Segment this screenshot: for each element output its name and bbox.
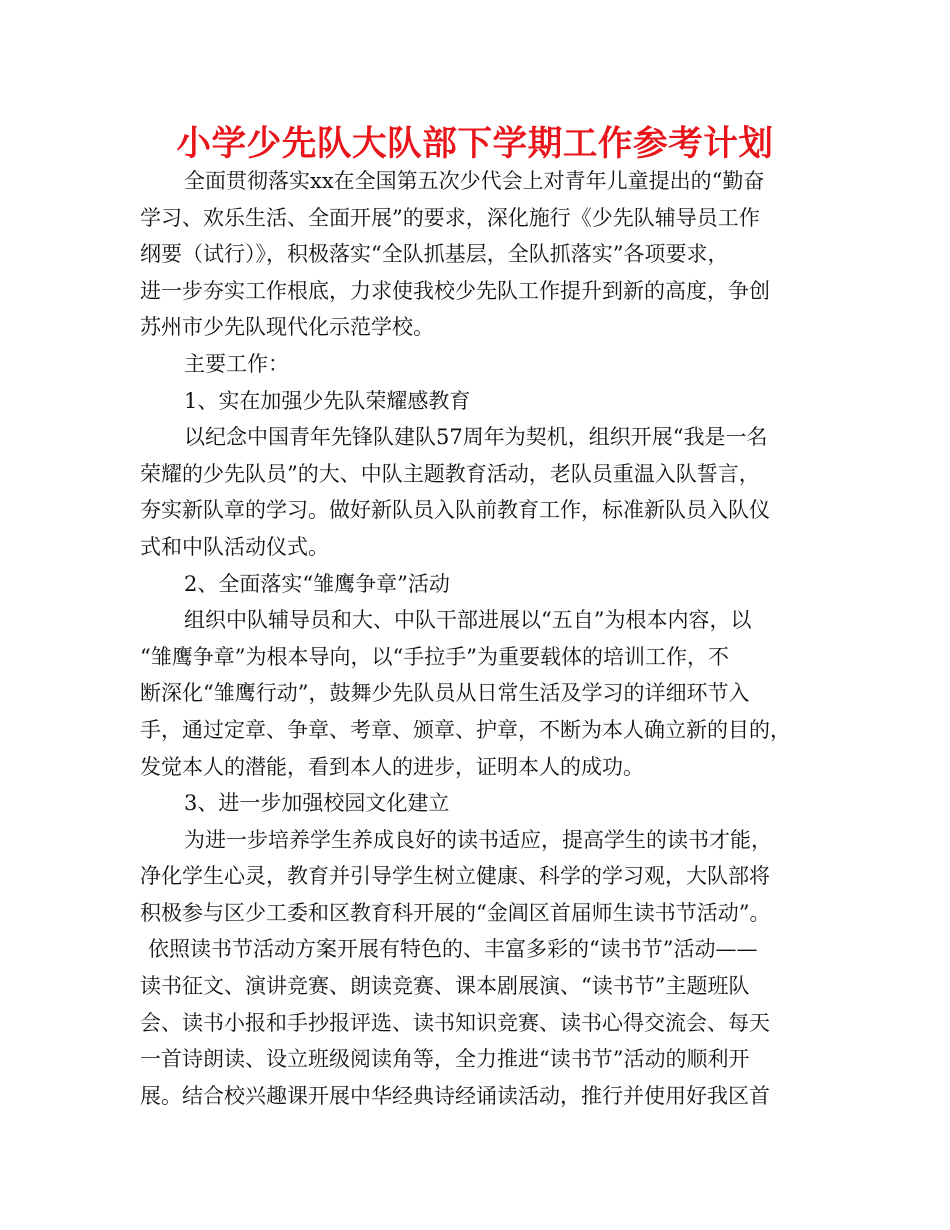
paragraph-line: 以纪念中国青年先锋队建队57周年为契机，组织开展“我是一名 — [184, 425, 768, 450]
paragraph-line: 手，通过定章、争章、考章、颁章、护章，不断为本人确立新的目的， — [140, 717, 791, 742]
paragraph-line: 依照读书节活动方案开展有特色的、丰富多彩的“读书节”活动—— — [148, 937, 758, 962]
section-heading: 主要工作： — [184, 351, 289, 376]
paragraph-line: 发觉本人的潜能，看到本人的进步，证明本人的成功。 — [140, 754, 644, 779]
paragraph-line: “雏鹰争章”为根本导向，以“手拉手”为重要载体的培训工作，不 — [140, 644, 729, 669]
paragraph-line: 组织中队辅导员和大、中队干部进展以“五自”为根本内容，以 — [184, 608, 752, 633]
section-heading: 2、全面落实“雏鹰争章”活动 — [184, 571, 450, 596]
document-body — [140, 163, 840, 1114]
document-title: 小学少先队大队部下学期工作参考计划 — [176, 124, 774, 164]
paragraph-line: 学习、欢乐生活、全面开展”的要求，深化施行《少先队辅导员工作 — [140, 205, 760, 230]
paragraph-line: 会、读书小报和手抄报评选、读书知识竞赛、读书心得交流会、每天 — [140, 1010, 770, 1035]
paragraph-line: 一首诗朗读、设立班级阅读角等，全力推进“读书节”活动的顺利开 — [140, 1047, 750, 1072]
paragraph-line: 式和中队活动仪式。 — [140, 534, 329, 559]
paragraph-line: 苏州市少先队现代化示范学校。 — [140, 315, 434, 340]
section-heading: 1、实在加强少先队荣耀感教育 — [184, 388, 471, 413]
paragraph-line: 断深化“雏鹰行动”，鼓舞少先队员从日常生活及学习的详细环节入 — [140, 681, 750, 706]
paragraph-line: 全面贯彻落实xx在全国第五次少代会上对青年儿童提出的“勤奋 — [184, 169, 765, 193]
paragraph-line: 纲要（试行）》，积极落实“全队抓基层，全队抓落实”各项要求， — [140, 242, 729, 267]
paragraph-line: 积极参与区少工委和区教育科开展的“金阊区首届师生读书节活动”。 — [140, 900, 771, 925]
section-heading: 3、进一步加强校园文化建立 — [184, 791, 450, 816]
paragraph-line: 读书征文、演讲竞赛、朗读竞赛、课本剧展演、“读书节”主题班队 — [140, 974, 750, 999]
paragraph-line: 净化学生心灵，教育并引导学生树立健康、科学的学习观，大队部将 — [140, 864, 770, 889]
paragraph-line: 夯实新队章的学习。做好新队员入队前教育工作，标准新队员入队仪 — [140, 498, 770, 523]
paragraph-line: 进一步夯实工作根底，力求使我校少先队工作提升到新的高度，争创 — [140, 278, 770, 303]
paragraph-line: 展。结合校兴趣课开展中华经典诗经诵读活动，推行并使用好我区首 — [140, 1083, 770, 1108]
paragraph-line: 荣耀的少先队员”的大、中队主题教育活动，老队员重温入队誓言， — [140, 461, 760, 486]
paragraph-line: 为进一步培养学生养成良好的读书适应，提高学生的读书才能， — [184, 827, 772, 852]
